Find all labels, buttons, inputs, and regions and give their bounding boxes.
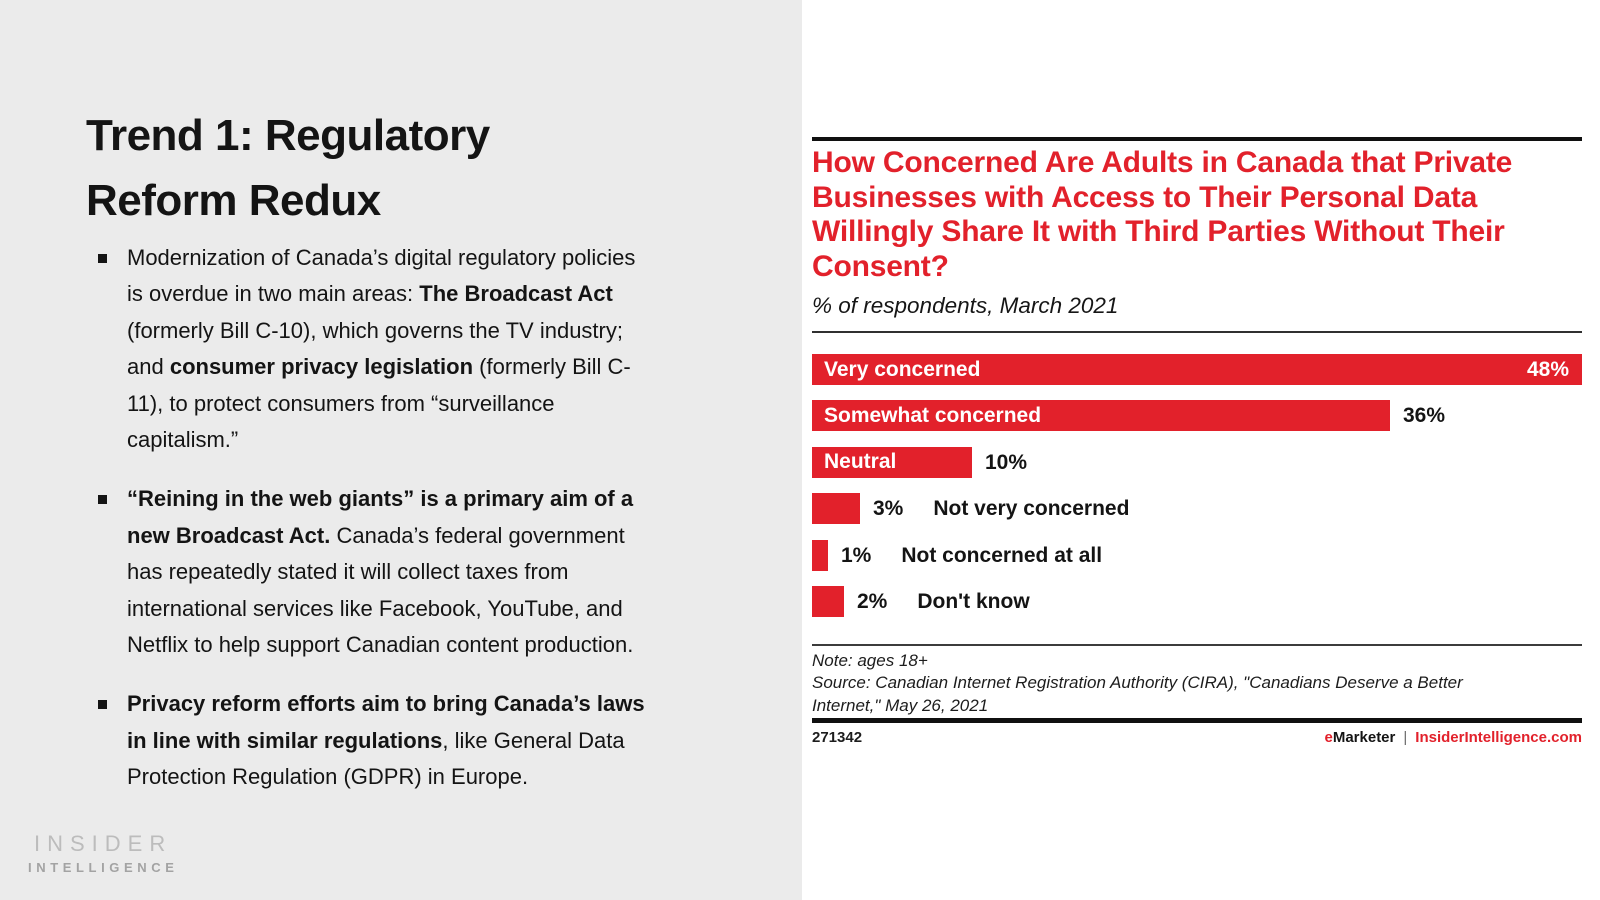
bar bbox=[812, 400, 1390, 431]
bar-value: 1% bbox=[841, 543, 872, 567]
chart-subtitle: % of respondents, March 2021 bbox=[812, 293, 1119, 318]
chart-top-rule bbox=[812, 137, 1582, 141]
chart-title-line-1: How Concerned Are Adults in Canada that Private bbox=[812, 146, 1513, 179]
emarketer-logo-marketer: Marketer bbox=[1332, 729, 1396, 746]
bullet-text-bold: The Broadcast Act bbox=[419, 281, 613, 307]
bullet-text-bold: Privacy reform efforts aim to bring Canada’s laws in line with similar regulations bbox=[127, 691, 645, 753]
bar-value: 10% bbox=[985, 450, 1028, 474]
bar-value: 36% bbox=[1403, 404, 1446, 428]
chart-bottom-rule bbox=[812, 718, 1582, 723]
bar bbox=[812, 493, 860, 524]
right-panel bbox=[802, 0, 1600, 900]
bar-chart bbox=[812, 354, 1582, 632]
page-title bbox=[86, 103, 766, 233]
emarketer-logo-e: e bbox=[1324, 729, 1333, 746]
bar-category-label: Not very concerned bbox=[933, 497, 1130, 521]
insider-intelligence-logo bbox=[28, 831, 179, 875]
chart-title-line-4: Consent? bbox=[812, 249, 949, 283]
bar bbox=[812, 447, 972, 478]
bar-row bbox=[812, 354, 1582, 400]
bar-value: 48% bbox=[1526, 357, 1569, 381]
page-title-line-1: Trend 1: Regulatory bbox=[86, 111, 490, 161]
bullet-text: Canada’s federal government has repeatedly stated it will collect taxes from international services like Facebook, YouTube, and Netflix to help support Canadian content production. bbox=[127, 522, 634, 658]
chart-title-line-3: Willingly Share It with Third Parties Without Their bbox=[812, 215, 1505, 248]
brand-attribution bbox=[1324, 729, 1582, 746]
bar bbox=[812, 586, 844, 617]
bar-category-label: Don't know bbox=[917, 589, 1030, 613]
bullet-text: , like General Data Protection Regulation (GDPR) in Europe. bbox=[127, 727, 625, 790]
bar-row bbox=[812, 540, 1582, 586]
bar-value: 3% bbox=[873, 497, 904, 521]
bar-row bbox=[812, 586, 1582, 632]
bullet-text-bold: consumer privacy legislation bbox=[169, 354, 474, 380]
bar-category-label: Very concerned bbox=[824, 357, 981, 381]
bar-value: 2% bbox=[857, 589, 888, 613]
chart-note-rule bbox=[812, 644, 1582, 646]
bullet-item bbox=[98, 240, 653, 458]
bar-category-label: Neutral bbox=[824, 450, 897, 474]
chart-title bbox=[812, 146, 1582, 284]
bullet-text: Modernization of Canada’s digital regulatory policies is overdue in two main areas: bbox=[127, 245, 636, 307]
bar-row bbox=[812, 493, 1582, 539]
page-title-line-2: Reform Redux bbox=[86, 176, 381, 226]
logo-insider-text: INSIDER bbox=[34, 831, 173, 856]
chart-footer bbox=[812, 729, 1582, 746]
chart-note-line-2: Source: Canadian Internet Registration Authority (CIRA), "Canadians Deserve a Better bbox=[812, 673, 1463, 693]
insider-intelligence-link[interactable]: InsiderIntelligence.com bbox=[1415, 729, 1582, 746]
bar-row bbox=[812, 400, 1582, 446]
bullet-text-bold: “Reining in the web giants” is a primary aim of a new Broadcast Act. bbox=[127, 486, 634, 548]
chart-container bbox=[812, 0, 1582, 900]
bullet-item bbox=[98, 686, 653, 795]
bullet-text: (formerly Bill C-11), to protect consumers from “surveillance capitalism.” bbox=[127, 354, 631, 453]
bullet-item bbox=[98, 481, 653, 663]
bullet-text: (formerly Bill C-10), which governs the TV industry; and bbox=[127, 317, 623, 380]
chart-note-line-3: Internet," May 26, 2021 bbox=[812, 695, 989, 715]
chart-notes bbox=[812, 650, 1582, 717]
bar-row bbox=[812, 447, 1582, 493]
footer-separator: | bbox=[1403, 729, 1408, 746]
chart-subtitle-rule bbox=[812, 331, 1582, 333]
chart-note-line-1: Note: ages 18+ bbox=[812, 651, 928, 670]
bar bbox=[812, 540, 828, 571]
bullet-list bbox=[98, 240, 658, 819]
bar bbox=[812, 354, 1582, 385]
logo-intelligence-text: INTELLIGENCE bbox=[28, 860, 179, 875]
bar-category-label: Not concerned at all bbox=[901, 543, 1103, 567]
chart-title-line-2: Businesses with Access to Their Personal Data bbox=[812, 180, 1478, 214]
chart-id: 271342 bbox=[812, 729, 863, 746]
bar-category-label: Somewhat concerned bbox=[824, 403, 1042, 427]
